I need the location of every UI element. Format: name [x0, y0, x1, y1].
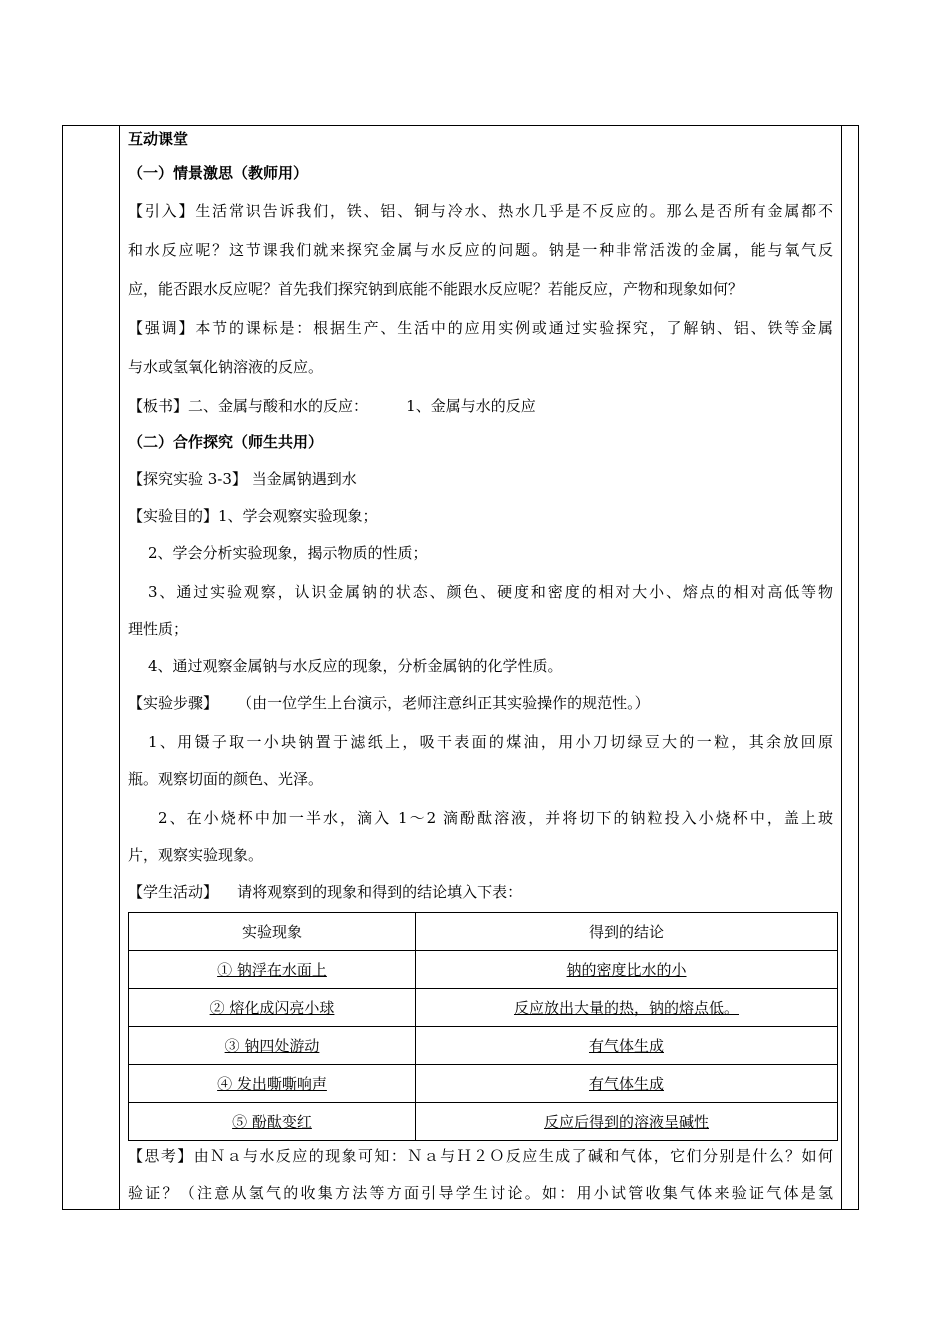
lesson-table — [62, 125, 859, 1210]
phenomenon-cell — [129, 1027, 416, 1065]
phenomenon-text: ② 熔化成闪亮小球 — [209, 999, 335, 1017]
table-row — [129, 989, 838, 1027]
intro-line-1: 【引入】生活常识告诉我们，铁、铝、铜与冷水、热水几乎是不反应的。那么是否所有金属都不 — [128, 202, 833, 220]
intro-line-2: 和水反应呢？这节课我们就来探究金属与水反应的问题。钠是一种非常活泼的金属，能与氧气反 — [128, 241, 833, 259]
conclusion-text: 有气体生成 — [588, 1075, 664, 1093]
lesson-content — [120, 126, 841, 1210]
student-activity: 【学生活动】 请将观察到的现象和得到的结论填入下表： — [128, 883, 523, 901]
conclusion-cell — [416, 1103, 838, 1141]
phenomenon-cell — [129, 951, 416, 989]
table-row — [129, 1027, 838, 1065]
think-line-1: 【思考】由Ｎａ与水反应的现象可知：Ｎａ与Ｈ２Ｏ反应生成了碱和气体，它们分别是什么？如何 — [128, 1147, 833, 1165]
purpose-item-3-cont: 理性质； — [128, 620, 189, 638]
think-line-2: 验证？（注意从氢气的收集方法等方面引导学生讨论。如：用小试管收集气体来验证气体是氢 — [128, 1184, 833, 1202]
phenomenon-text: ④ 发出嘶嘶响声 — [217, 1075, 327, 1093]
steps-heading: 【实验步骤】 （由一位学生上台演示，老师注意纠正其实验操作的规范性。） — [128, 694, 650, 712]
phenomenon-text: ⑤ 酚酞变红 — [232, 1113, 312, 1131]
intro-line-3: 应，能否跟水反应呢？首先我们探究钠到底能不能跟水反应呢？若能反应，产物和现象如何？ — [128, 280, 744, 298]
conclusion-cell — [416, 1065, 838, 1103]
phenomenon-text: ① 钠浮在水面上 — [217, 961, 327, 979]
table-header-cell: 得到的结论 — [416, 913, 838, 951]
conclusion-text: 反应放出大量的热，钠的熔点低。 — [513, 999, 739, 1017]
right-column-divider — [841, 126, 842, 1209]
conclusion-cell — [416, 989, 838, 1027]
experiment-title: 【探究实验 3-3】 当金属钠遇到水 — [128, 470, 357, 488]
board-note: 【板书】二、金属与酸和水的反应： 1、金属与水的反应 — [128, 397, 536, 415]
results-table — [128, 912, 838, 1141]
purpose-item-4: 4、通过观察金属钠与水反应的现象，分析金属钠的化学性质。 — [148, 657, 563, 675]
purpose-item-2: 2、学会分析实验现象，揭示物质的性质； — [148, 544, 428, 562]
phenomenon-cell — [129, 1065, 416, 1103]
step1-line-1: 1、用镊子取一小块钠置于滤纸上，吸干表面的煤油，用小刀切绿豆大的一粒，其余放回原 — [148, 733, 833, 751]
phenomenon-cell — [129, 1103, 416, 1141]
conclusion-cell — [416, 951, 838, 989]
experiment-purpose: 【实验目的】1、学会观察实验现象； — [128, 507, 378, 525]
conclusion-cell — [416, 1027, 838, 1065]
conclusion-text: 有气体生成 — [588, 1037, 664, 1055]
table-header-row — [129, 913, 838, 951]
conclusion-text: 反应后得到的溶液呈碱性 — [543, 1113, 709, 1131]
part1-heading: （一）情景激思（教师用） — [128, 164, 309, 182]
step1-line-2: 瓶。观察切面的颜色、光泽。 — [128, 770, 324, 788]
phenomenon-cell — [129, 989, 416, 1027]
table-row — [129, 1103, 838, 1141]
part2-heading: （二）合作探究（师生共用） — [128, 433, 324, 451]
conclusion-text: 钠的密度比水的小 — [566, 961, 687, 979]
section-title: 互动课堂 — [128, 130, 189, 148]
phenomenon-text: ③ 钠四处游动 — [224, 1037, 320, 1055]
table-row — [129, 951, 838, 989]
table-header-cell: 实验现象 — [129, 913, 416, 951]
emphasis-line-2: 与水或氢氧化钠溶液的反应。 — [128, 358, 324, 376]
step2-line-2: 片，观察实验现象。 — [128, 846, 264, 864]
table-row — [129, 1065, 838, 1103]
step2-line-1: 2、在小烧杯中加一半水，滴入 1～2 滴酚酞溶液，并将切下的钠粒投入小烧杯中，盖上玻 — [158, 809, 833, 827]
purpose-item-3: 3、通过实验观察，认识金属钠的状态、颜色、硬度和密度的相对大小、熔点的相对高低等物 — [148, 583, 833, 601]
emphasis-line-1: 【强调】本节的课标是：根据生产、生活中的应用实例或通过实验探究，了解钠、铝、铁等金属 — [128, 319, 833, 337]
